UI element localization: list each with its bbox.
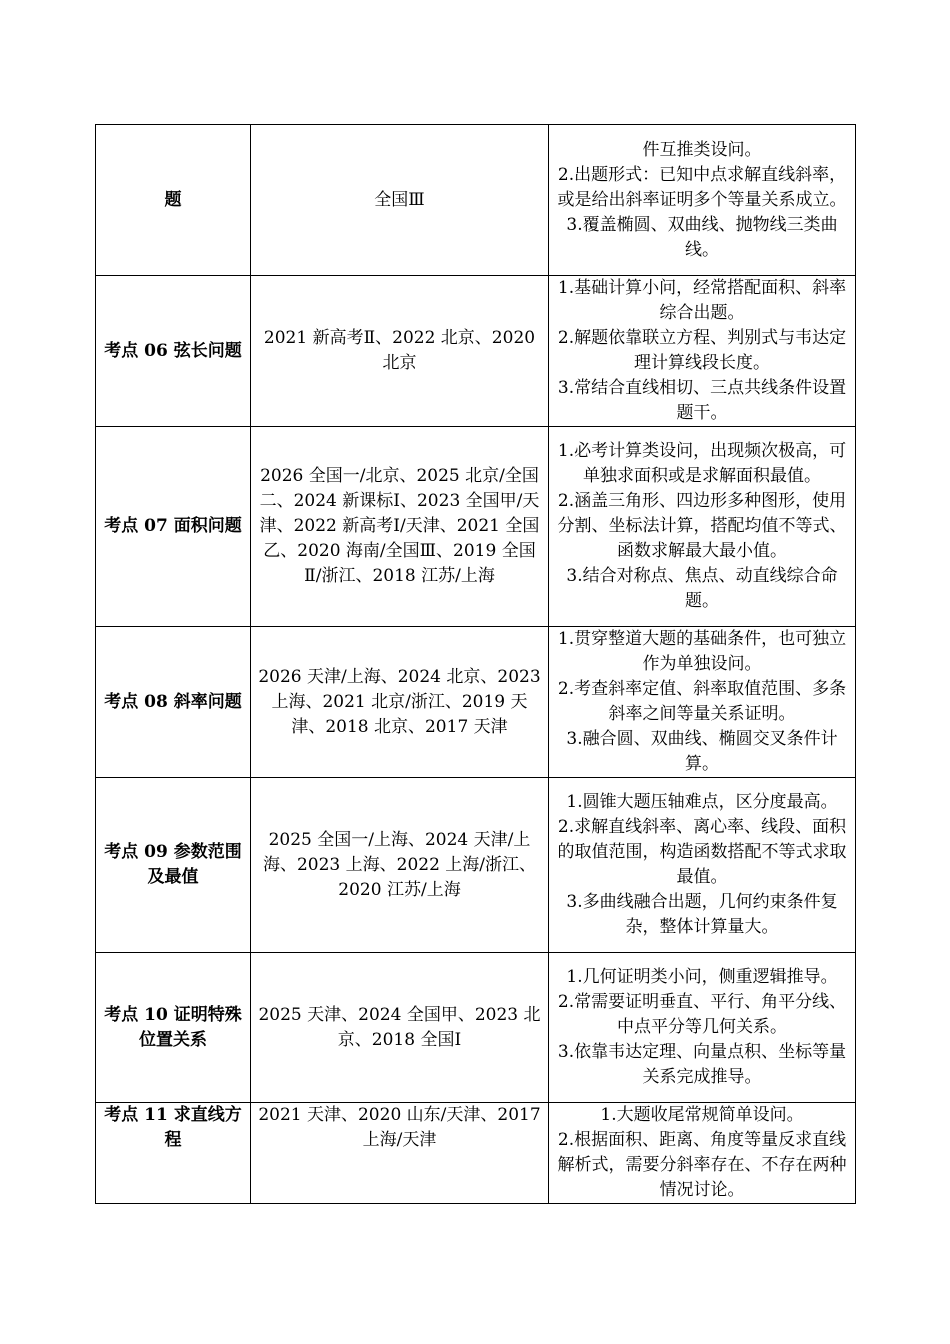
description-line: 3.依靠韦达定理、向量点积、坐标等量关系完成推导。 [557, 1042, 847, 1087]
source-cell: 2025 天津、2024 全国甲、2023 北京、2018 全国Ⅰ [251, 953, 549, 1103]
topic-cell: 题 [96, 125, 251, 276]
description-cell [549, 953, 856, 1103]
description-line: 1.基础计算小问，经常搭配面积、斜率综合出题。 [557, 278, 847, 323]
description-line: 2.求解直线斜率、离心率、线段、面积的取值范围，构造函数搭配不等式求取最值。 [557, 817, 847, 887]
description-line: 2.考查斜率定值、斜率取值范围、多条斜率之间等量关系证明。 [557, 679, 847, 724]
description-cell [549, 627, 856, 778]
description-line: 件互推类设问。 [642, 139, 762, 160]
exam-topic-table [95, 124, 856, 1204]
description-cell [549, 1103, 856, 1204]
description-line: 3.覆盖椭圆、双曲线、抛物线三类曲线。 [566, 214, 838, 260]
topic-cell: 考点 10 证明特殊位置关系 [96, 953, 251, 1103]
topic-cell: 考点 08 斜率问题 [96, 627, 251, 778]
table-row [96, 1103, 856, 1204]
description-line: 2.常需要证明垂直、平行、角平分线、中点平分等几何关系。 [557, 992, 847, 1037]
description-cell [549, 427, 856, 627]
description-line: 3.多曲线融合出题，几何约束条件复杂，整体计算量大。 [566, 892, 838, 937]
description-line: 1.大题收尾常规简单设问。 [600, 1105, 804, 1125]
topic-cell: 考点 11 求直线方程 [96, 1103, 251, 1204]
description-line: 3.常结合直线相切、三点共线条件设置题干。 [557, 378, 847, 423]
table-row [96, 778, 856, 953]
source-cell: 2021 新高考Ⅱ、2022 北京、2020 北京 [251, 276, 549, 427]
table-row [96, 276, 856, 427]
topic-cell: 考点 09 参数范围及最值 [96, 778, 251, 953]
table-row [96, 627, 856, 778]
table-row [96, 125, 856, 276]
description-line: 1.贯穿整道大题的基础条件，也可独立作为单独设问。 [557, 629, 847, 674]
topic-cell: 考点 06 弦长问题 [96, 276, 251, 427]
source-cell: 2025 全国一/上海、2024 天津/上海、2023 上海、2022 上海/浙江、2020 江苏/上海 [251, 778, 549, 953]
description-line: 2.出题形式：已知中点求解直线斜率，或是给出斜率证明多个等量关系成立。 [557, 164, 847, 210]
description-line: 3.融合圆、双曲线、椭圆交叉条件计算。 [566, 729, 838, 774]
source-cell: 2026 天津/上海、2024 北京、2023 上海、2021 北京/浙江、2019 天津、2018 北京、2017 天津 [251, 627, 549, 778]
description-line: 1.几何证明类小问，侧重逻辑推导。 [566, 967, 838, 987]
description-cell [549, 778, 856, 953]
source-cell: 2026 全国一/北京、2025 北京/全国二、2024 新课标Ⅰ、2023 全国甲/天津、2022 新高考Ⅰ/天津、2021 全国乙、2020 海南/全国Ⅲ、2019 全国Ⅱ/浙江、2018 江苏/上海 [251, 427, 549, 627]
description-line: 1.必考计算类设问，出现频次极高，可单独求面积或是求解面积最值。 [557, 441, 847, 486]
table-row [96, 427, 856, 627]
table-row [96, 953, 856, 1103]
description-line: 2.涵盖三角形、四边形多种图形，使用分割、坐标法计算，搭配均值不等式、函数求解最大最小值。 [557, 491, 847, 561]
source-cell: 全国Ⅲ [251, 125, 549, 276]
description-cell [549, 125, 856, 276]
description-line: 2.根据面积、距离、角度等量反求直线解析式，需要分斜率存在、不存在两种情况讨论。 [557, 1130, 847, 1200]
description-line: 3.结合对称点、焦点、动直线综合命题。 [566, 566, 838, 611]
description-line: 1.圆锥大题压轴难点，区分度最高。 [566, 792, 838, 812]
description-cell [549, 276, 856, 427]
topic-cell: 考点 07 面积问题 [96, 427, 251, 627]
source-cell: 2021 天津、2020 山东/天津、2017 上海/天津 [251, 1103, 549, 1204]
description-line: 2.解题依靠联立方程、判别式与韦达定理计算线段长度。 [557, 328, 847, 373]
